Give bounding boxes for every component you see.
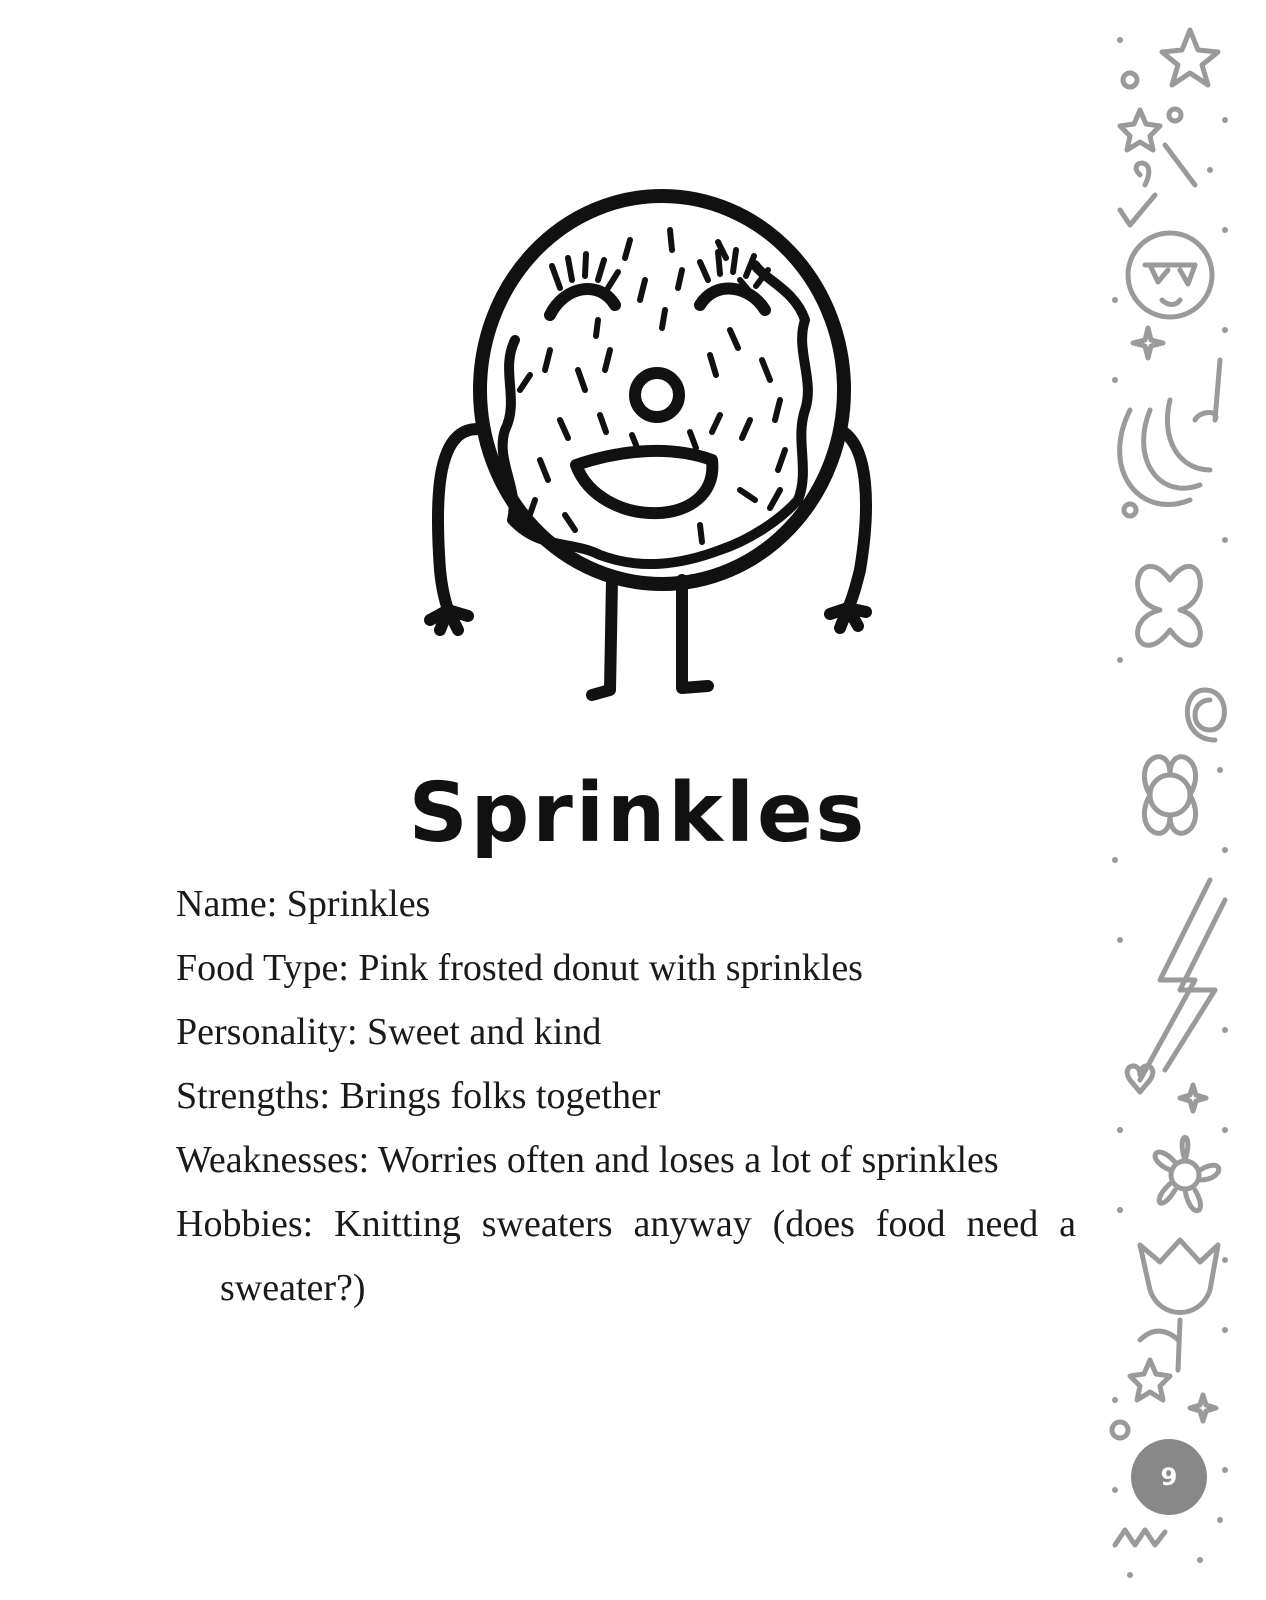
character-profile	[176, 872, 1076, 1320]
profile-personality: Personality: Sweet and kind	[176, 1011, 602, 1053]
profile-strengths: Strengths: Brings folks together	[176, 1075, 661, 1117]
profile-name: Name: Sprinkles	[176, 883, 431, 925]
profile-food-type: Food Type: Pink frosted donut with sprinkles	[176, 947, 863, 989]
profile-weaknesses: Weaknesses: Worries often and loses a lot of sprinkles	[176, 1139, 999, 1181]
page-number: 9	[1160, 1463, 1178, 1491]
profile-hobbies: Hobbies: Knitting sweaters anyway (does food need a sweater?)	[176, 1203, 1076, 1309]
donut-character-icon	[400, 170, 880, 730]
character-title: Sprinkles	[408, 766, 868, 861]
doodle-border-icon	[1100, 0, 1240, 1600]
